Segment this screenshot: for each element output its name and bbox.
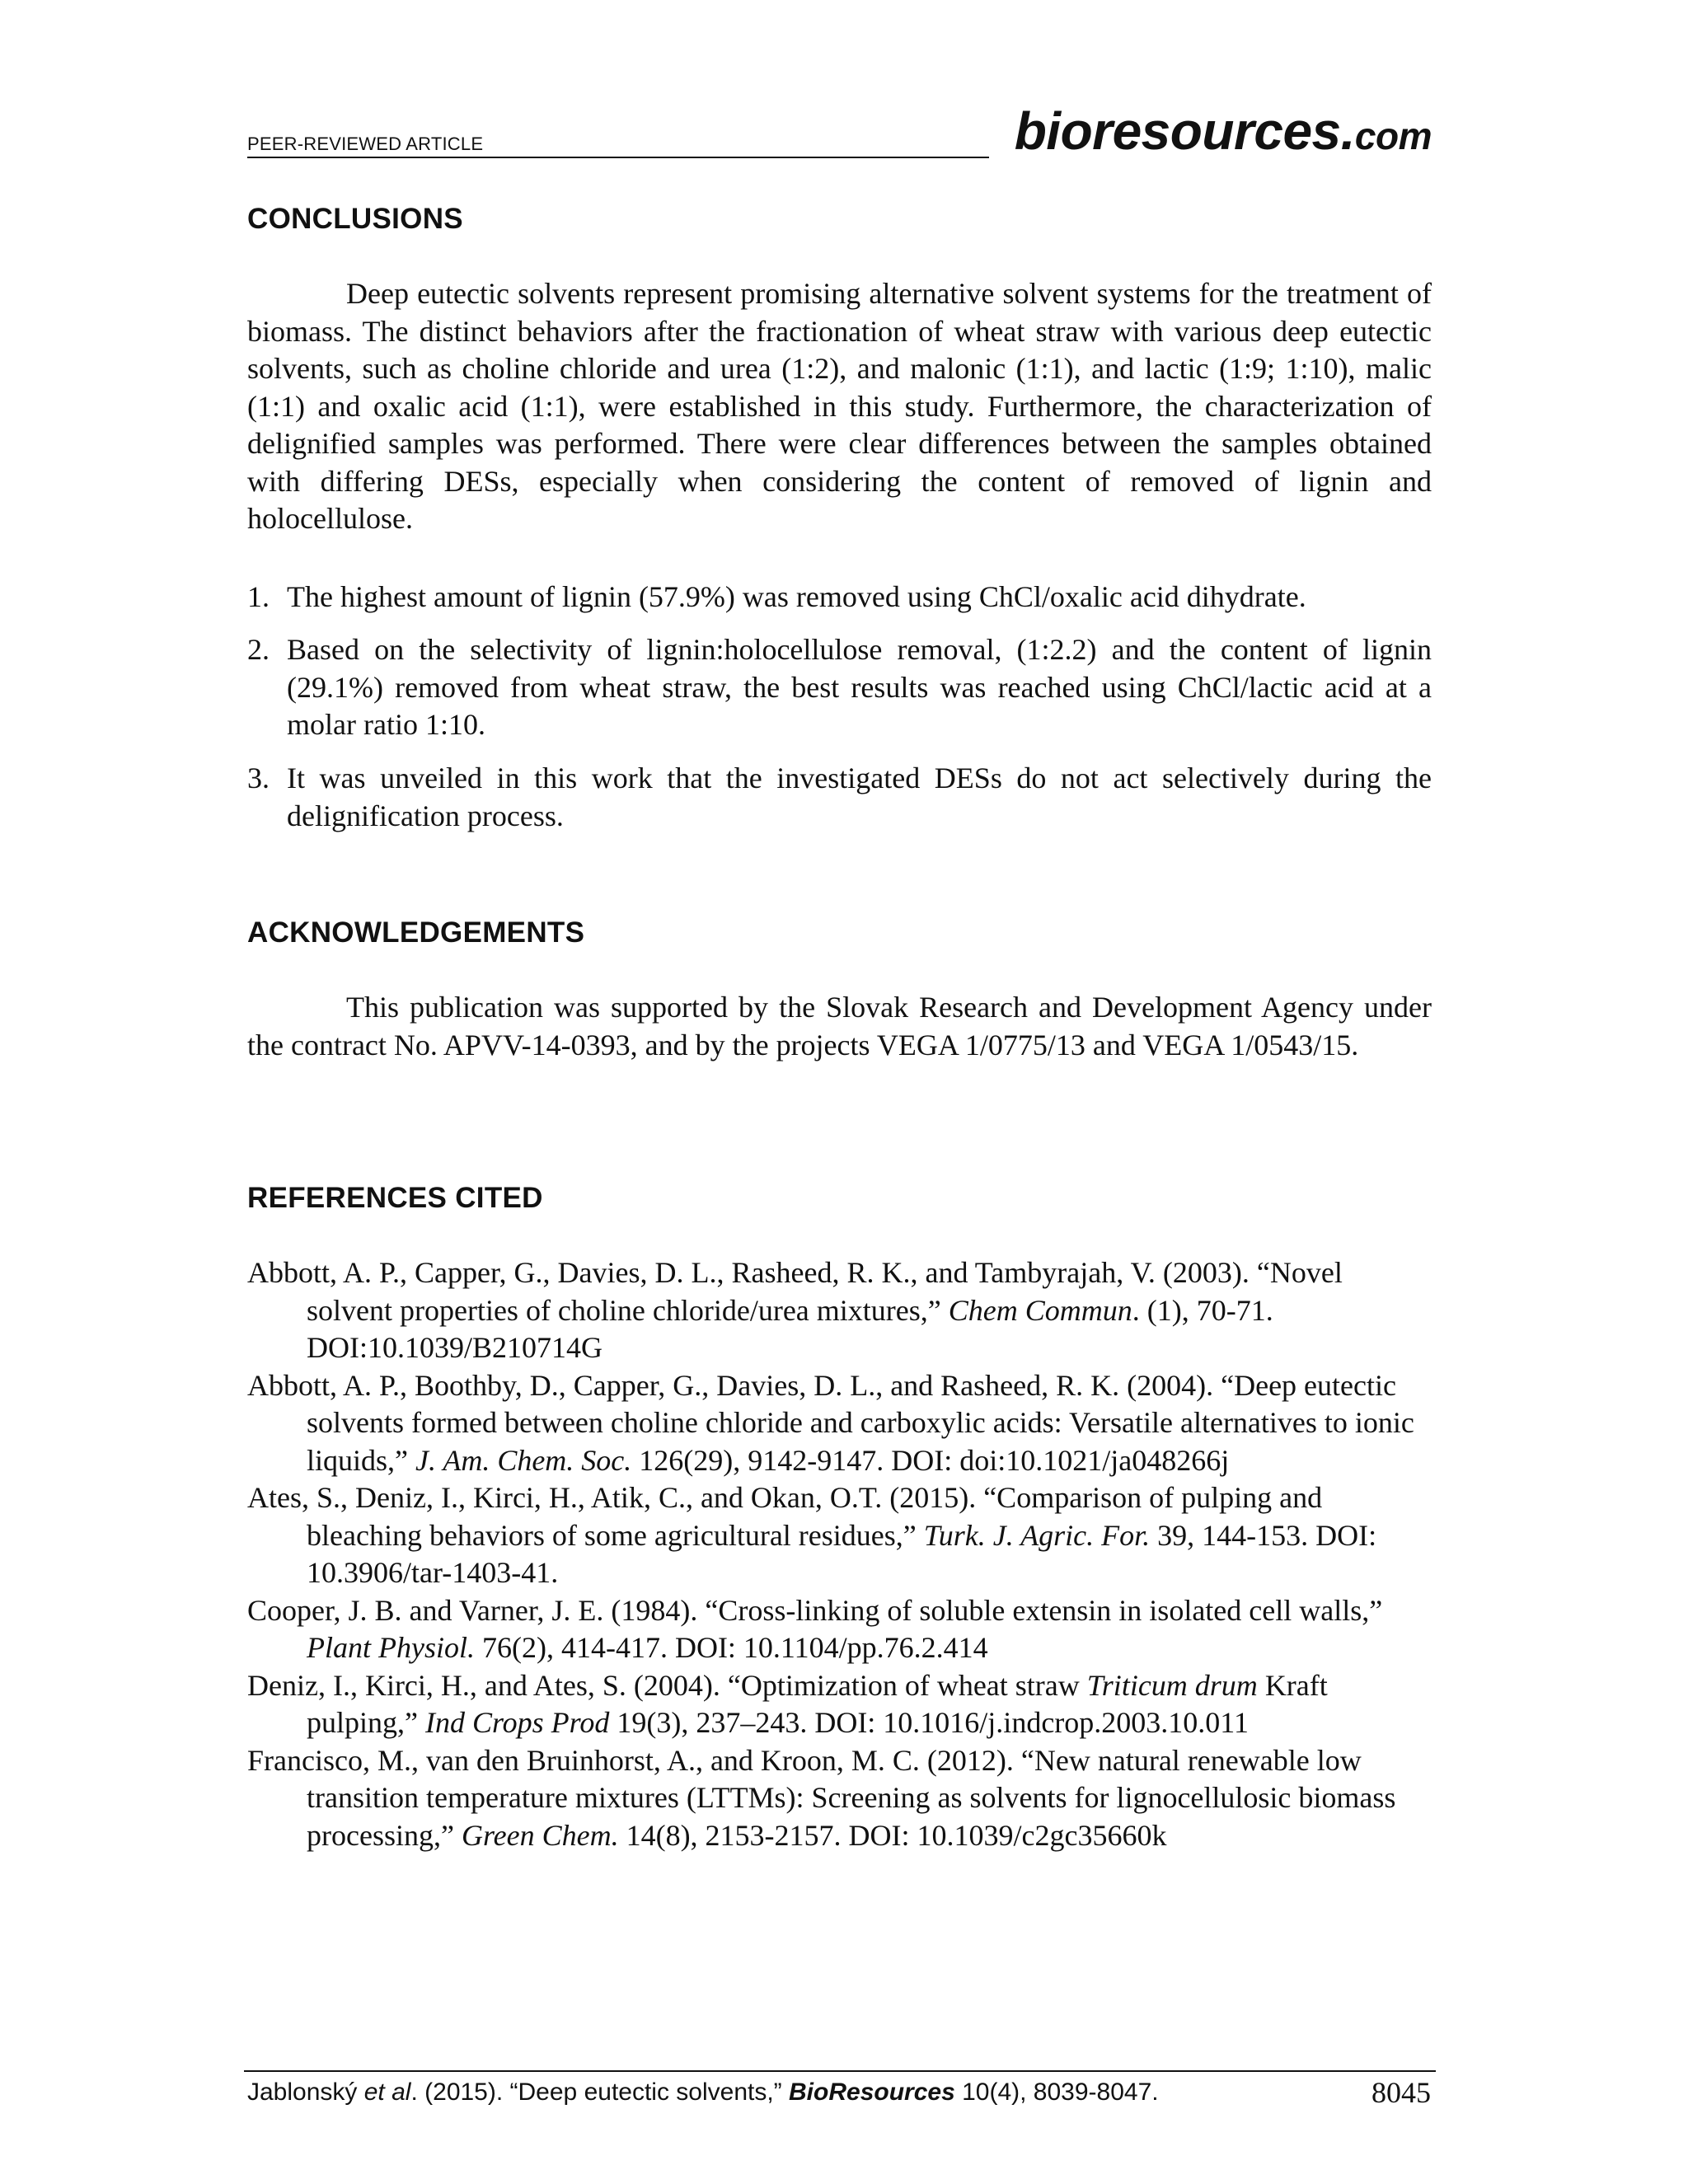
header-rule <box>247 157 989 158</box>
footer-volume: 10(4), 8039-8047. <box>954 2079 1159 2106</box>
reference-item <box>247 1367 1432 1480</box>
reference-journal: Turk. J. Agric. For. <box>923 1518 1151 1552</box>
footer-journal: BioResources <box>789 2079 955 2106</box>
reference-text: Deniz, I., Kirci, H., and Ates, S. (2004). “Optimization of wheat straw <box>247 1668 1087 1702</box>
acknowledgements-heading: ACKNOWLEDGEMENTS <box>247 916 585 949</box>
journal-brand-tld: com <box>1354 115 1432 157</box>
reference-journal: Plant Physiol. <box>307 1631 475 1664</box>
reference-item <box>247 1667 1432 1742</box>
conclusion-item-text: The highest amount of lignin (57.9%) was removed using ChCl/oxalic acid dihydrate. <box>287 580 1306 613</box>
conclusion-item-text: It was unveiled in this work that the investigated DESs do not act selectively during the delignification process. <box>287 762 1432 832</box>
reference-details: 126(29), 9142-9147. DOI: doi:10.1021/ja048266j <box>631 1443 1230 1477</box>
reference-text: Ates, S., Deniz, I., Kirci, H., Atik, C., and Okan, O.T. (2015). “Comparison of pulping and bleaching behaviors of some agricultural residues,” <box>247 1481 1323 1552</box>
reference-details: 76(2), 414-417. DOI: 10.1104/pp.76.2.414 <box>474 1631 988 1664</box>
reference-item <box>247 1742 1432 1855</box>
reference-text-cont: Kraft pulping,” <box>307 1668 1328 1739</box>
reference-species: Triticum drum <box>1086 1668 1258 1702</box>
reference-text: Francisco, M., van den Bruinhorst, A., and Kroon, M. C. (2012). “New natural renewable low transition temperature mixtures (LTTMs): Screening as solvents for lignocellulosic biomass processing,” <box>247 1743 1396 1852</box>
journal-brand <box>1015 101 1432 162</box>
reference-details: . (1), 70-71. DOI:10.1039/B210714G <box>307 1293 1273 1364</box>
footer-etal: et al <box>363 2079 411 2106</box>
conclusion-item <box>247 579 1432 616</box>
acknowledgements-paragraph: This publication was supported by the Slovak Research and Development Agency under the contract No. APVV-14-0393, and by the projects VEGA 1/0775/13 and VEGA 1/0543/15. <box>247 991 1432 1062</box>
reference-journal: J. Am. Chem. Soc. <box>415 1443 632 1477</box>
reference-journal: Chem Commun <box>948 1293 1132 1327</box>
footer-citation <box>247 2079 1159 2107</box>
article-type-label: PEER-REVIEWED ARTICLE <box>247 134 484 154</box>
conclusions-heading: CONCLUSIONS <box>247 203 463 235</box>
reference-journal: Green Chem. <box>461 1818 619 1852</box>
conclusion-item-number: 1. <box>247 580 270 613</box>
footer-title: . (2015). “Deep eutectic solvents,” <box>410 2079 790 2106</box>
conclusion-item-text: Based on the selectivity of lignin:holocellulose removal, (1:2.2) and the content of lignin (29.1%) removed from wheat straw, the best results was reached using ChCl/lactic acid at a molar ratio 1:10. <box>287 633 1432 741</box>
reference-item <box>247 1479 1432 1592</box>
reference-details: 39, 144-153. DOI: 10.3906/tar-1403-41. <box>307 1518 1377 1589</box>
references-heading: REFERENCES CITED <box>247 1182 543 1214</box>
footer-rule <box>244 2070 1436 2072</box>
conclusion-item-number: 3. <box>247 762 270 794</box>
reference-item <box>247 1592 1432 1667</box>
reference-item <box>247 1254 1432 1367</box>
conclusion-item <box>247 760 1432 835</box>
page-number: 8045 <box>1372 2076 1431 2109</box>
reference-text: Abbott, A. P., Boothby, D., Capper, G., Davies, D. L., and Rasheed, R. K. (2004). “Deep eutectic solvents formed between choline chloride and carboxylic acids: Versatile alternatives to ionic liquids,” <box>247 1368 1414 1477</box>
conclusion-item-number: 2. <box>247 633 270 666</box>
footer-authors: Jablonský <box>247 2079 364 2106</box>
reference-text: Cooper, J. B. and Varner, J. E. (1984). “Cross-linking of soluble extensin in isolated cell walls,” <box>247 1593 1383 1627</box>
reference-list <box>247 1254 1432 1854</box>
journal-brand-main: bioresources. <box>1014 101 1355 161</box>
conclusion-item <box>247 631 1432 744</box>
reference-text: Abbott, A. P., Capper, G., Davies, D. L., Rasheed, R. K., and Tambyrajah, V. (2003). “Novel solvent properties of choline chloride/urea mixtures,” <box>247 1256 1343 1327</box>
reference-journal: Ind Crops Prod <box>424 1706 610 1739</box>
reference-details: 19(3), 237–243. DOI: 10.1016/j.indcrop.2003.10.011 <box>609 1706 1249 1739</box>
running-header <box>247 97 1432 163</box>
conclusions-paragraph: Deep eutectic solvents represent promising alternative solvent systems for the treatment of biomass. The distinct behaviors after the fractionation of wheat straw with various deep eutectic solvents, such as choline chloride and urea (1:2), and malonic (1:1), and lactic (1:9; 1:10), malic (1:1) and oxalic acid (1:1), were established in this study. Furthermore, the characterization of delignified samples was performed. There were clear differences between the samples obtained with differing DESs, especially when considering the content of removed of lignin and holocellulose. <box>247 277 1432 535</box>
reference-details: 14(8), 2153-2157. DOI: 10.1039/c2gc35660k <box>618 1818 1167 1852</box>
